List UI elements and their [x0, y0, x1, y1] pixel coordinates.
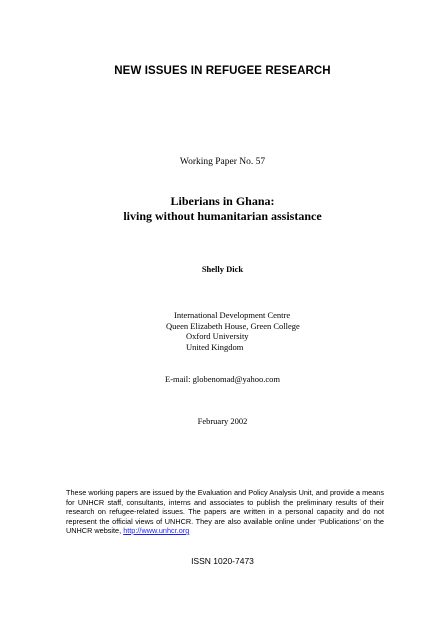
paper-title-line-2: living without humanitarian assistance — [123, 209, 322, 223]
author-name: Shelly Dick — [201, 264, 244, 274]
affiliation-line: International Development Centre — [174, 310, 291, 320]
affiliation-line: United Kingdom — [186, 341, 244, 352]
paper-title — [0, 194, 445, 224]
series-title: NEW ISSUES IN REFUGEE RESEARCH — [114, 65, 331, 77]
paper-title-line-1: Liberians in Ghana: — [170, 194, 275, 208]
disclaimer-paragraph — [66, 488, 384, 536]
affiliation-line: Queen Elizabeth House, Green College — [166, 320, 300, 331]
working-paper-number: Working Paper No. 57 — [179, 157, 266, 167]
disclaimer-text: These working papers are issued by the Evaluation and Policy Analysis Unit, and provide a means for UNHCR staff, consultants, interns and associates to publish the preliminary results of their research on refugee-related issues. The papers are written in a personal capacity and do not represent the official views of UNHCR. They are also available online under ‘Publications’ on the UNHCR website, — [66, 488, 384, 535]
publication-date: February 2002 — [197, 416, 248, 426]
author-affiliation — [166, 310, 300, 352]
affiliation-line: Oxford University — [186, 331, 249, 341]
author-email: E-mail: globenomad@yahoo.com — [165, 374, 280, 384]
unhcr-website-link[interactable]: http://www.unhcr.org — [123, 526, 190, 535]
issn-number: ISSN 1020-7473 — [191, 556, 254, 566]
